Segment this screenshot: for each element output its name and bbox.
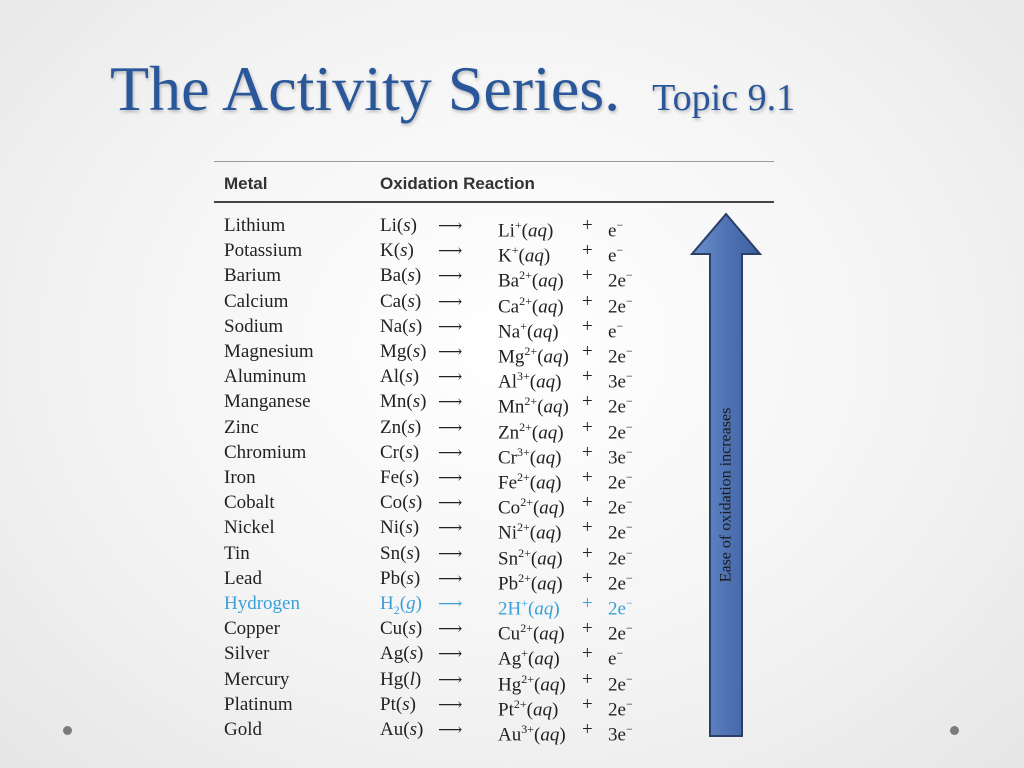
metal-name: Manganese bbox=[224, 391, 311, 413]
reactant: Ni(s) bbox=[380, 517, 420, 539]
plus-sign: + bbox=[582, 290, 593, 312]
electrons: 2e− bbox=[608, 293, 633, 317]
table-row bbox=[214, 339, 694, 368]
electrons: e− bbox=[608, 318, 624, 343]
reactant: Fe(s) bbox=[380, 467, 420, 488]
reaction-arrow-icon: ⟶ bbox=[438, 291, 463, 311]
reaction-arrow-icon: ⟶ bbox=[438, 594, 463, 613]
reactant: Mg(s) bbox=[380, 341, 427, 362]
metal-name: Sodium bbox=[224, 315, 284, 337]
metal-name: Potassium bbox=[224, 240, 303, 262]
reactant: Au(s) bbox=[380, 719, 424, 740]
reaction-arrow-icon: ⟶ bbox=[438, 669, 463, 689]
reactant: Li(s) bbox=[380, 215, 417, 236]
electrons: 2e− bbox=[608, 520, 633, 544]
metal-name: Iron bbox=[224, 467, 256, 488]
reaction-arrow-icon: ⟶ bbox=[438, 644, 463, 664]
table-row bbox=[214, 440, 694, 469]
reactant: Cr(s) bbox=[380, 441, 420, 463]
metal-name: Aluminum bbox=[224, 366, 307, 388]
nav-dot-left bbox=[63, 726, 72, 735]
plus-sign: + bbox=[582, 467, 593, 488]
electrons: 2e− bbox=[608, 470, 633, 494]
product-ion: $Ba^{2+}(aq)$ bbox=[498, 268, 564, 292]
product-ion: 2H+(aq) bbox=[498, 596, 560, 620]
product-ion: $Co^{2+}(aq)$ bbox=[498, 495, 565, 519]
reaction-arrow-icon: ⟶ bbox=[438, 417, 463, 437]
reactant: Zn(s) bbox=[380, 416, 422, 438]
header-oxidation-reaction: Oxidation Reaction bbox=[380, 174, 535, 193]
reaction-arrow-icon: ⟶ bbox=[438, 216, 463, 235]
product-ion: $Al^{3+}(aq)$ bbox=[498, 369, 562, 393]
plus-sign: + bbox=[582, 441, 593, 463]
plus-sign: + bbox=[582, 391, 593, 413]
table-row bbox=[214, 641, 694, 670]
product-ion: Na+(aq) bbox=[498, 318, 559, 343]
metal-name: Cobalt bbox=[224, 492, 275, 514]
metal-name: Nickel bbox=[224, 517, 275, 539]
header-metal: Metal bbox=[224, 174, 268, 193]
product-ion: $Ca^{2+}(aq)$ bbox=[498, 293, 564, 317]
plus-sign: + bbox=[582, 643, 593, 665]
plus-sign: + bbox=[582, 542, 593, 564]
product-ion: $Pb^{2+}(aq)$ bbox=[498, 570, 563, 595]
nav-dot-right bbox=[950, 726, 959, 735]
reaction-arrow-icon: ⟶ bbox=[438, 720, 463, 739]
oxidation-label-text: Ease of oxidation increases bbox=[717, 407, 735, 582]
product-ion: $Pt^{2+}(aq)$ bbox=[498, 696, 559, 721]
electrons: 3e− bbox=[608, 369, 633, 393]
reactant: Hg(l) bbox=[380, 668, 422, 690]
product-ion: $Ni^{2+}(aq)$ bbox=[498, 520, 562, 544]
reaction-arrow-icon: ⟶ bbox=[438, 568, 463, 588]
reaction-arrow-icon: ⟶ bbox=[438, 619, 463, 639]
electrons: 2e− bbox=[608, 671, 633, 695]
table-row bbox=[214, 591, 694, 620]
product-ion: $Mg^{2+}(aq)$ bbox=[498, 344, 569, 368]
product-ion: K+(aq) bbox=[498, 243, 551, 267]
reaction-arrow-icon: ⟶ bbox=[438, 392, 463, 412]
metal-name: Platinum bbox=[224, 693, 293, 715]
metal-name: Calcium bbox=[224, 290, 289, 312]
table-row bbox=[214, 566, 694, 595]
electrons: 3e− bbox=[608, 722, 633, 746]
table-row bbox=[214, 692, 694, 721]
metal-name: Lithium bbox=[224, 215, 286, 236]
table-header-rule bbox=[214, 201, 774, 203]
electrons: 2e− bbox=[608, 621, 633, 645]
metal-name: Zinc bbox=[224, 416, 259, 438]
table-row bbox=[214, 415, 694, 443]
product-ion: $Fe^{2+}(aq)$ bbox=[498, 470, 562, 494]
table-row bbox=[214, 541, 694, 569]
plus-sign: + bbox=[582, 265, 593, 287]
reactant: Sn(s) bbox=[380, 542, 421, 564]
plus-sign: + bbox=[582, 567, 593, 589]
table-row bbox=[214, 364, 694, 393]
metal-name: Tin bbox=[224, 542, 250, 564]
plus-sign: + bbox=[582, 366, 593, 388]
product-ion: $Mn^{2+}(aq)$ bbox=[498, 394, 569, 418]
reactant: K(s) bbox=[380, 240, 414, 262]
metal-name: Hydrogen bbox=[224, 593, 300, 614]
metal-name: Barium bbox=[224, 265, 281, 287]
metal-name: Mercury bbox=[224, 668, 290, 690]
product-ion: $Hg^{2+}(aq)$ bbox=[498, 671, 566, 695]
electrons: 2e− bbox=[608, 596, 633, 620]
plus-sign: + bbox=[582, 693, 593, 715]
electrons: e− bbox=[608, 646, 624, 670]
table-row bbox=[214, 667, 694, 695]
plus-sign: + bbox=[582, 719, 593, 740]
electrons: 2e− bbox=[608, 545, 633, 569]
electrons: 2e− bbox=[608, 268, 633, 292]
reaction-arrow-icon: ⟶ bbox=[438, 543, 463, 563]
plus-sign: + bbox=[582, 240, 593, 262]
electrons: 2e− bbox=[608, 394, 633, 418]
plus-sign: + bbox=[582, 593, 593, 614]
metal-name: Lead bbox=[224, 567, 262, 589]
product-ion: $Sn^{2+}(aq)$ bbox=[498, 545, 563, 569]
product-ion: $Au^{3+}(aq)$ bbox=[498, 722, 566, 746]
reaction-arrow-icon: ⟶ bbox=[438, 266, 463, 286]
reaction-arrow-icon: ⟶ bbox=[438, 442, 463, 462]
reaction-arrow-icon: ⟶ bbox=[438, 493, 463, 513]
plus-sign: + bbox=[582, 341, 593, 362]
product-ion: Ag+(aq) bbox=[498, 646, 560, 670]
title-topic: Topic 9.1 bbox=[652, 77, 796, 119]
plus-sign: + bbox=[582, 618, 593, 640]
reactant: Ag(s) bbox=[380, 643, 424, 665]
reactant: Cu(s) bbox=[380, 618, 423, 640]
table-row bbox=[214, 213, 694, 242]
reactant: Na(s) bbox=[380, 315, 423, 337]
reaction-arrow-icon: ⟶ bbox=[438, 367, 463, 387]
reactant: Pb(s) bbox=[380, 567, 421, 589]
table-row bbox=[214, 616, 694, 645]
reaction-arrow-icon: ⟶ bbox=[438, 241, 463, 261]
table-row bbox=[214, 289, 694, 317]
reactant: Co(s) bbox=[380, 492, 423, 514]
reaction-arrow-icon: ⟶ bbox=[438, 342, 463, 361]
title-main: The Activity Series. bbox=[110, 53, 621, 124]
reactant: Pt(s) bbox=[380, 693, 416, 715]
product-ion: Li+(aq) bbox=[498, 218, 554, 242]
reactant: Al(s) bbox=[380, 366, 420, 388]
slide-title bbox=[110, 52, 795, 126]
table-row bbox=[214, 389, 694, 418]
electrons: 2e− bbox=[608, 419, 633, 443]
reaction-arrow-icon: ⟶ bbox=[438, 316, 463, 336]
oxidation-label bbox=[706, 372, 746, 617]
table-row bbox=[214, 515, 694, 544]
table-row bbox=[214, 465, 694, 494]
product-ion: $Cr^{3+}(aq)$ bbox=[498, 444, 562, 469]
table-row bbox=[214, 238, 694, 267]
reaction-arrow-icon: ⟶ bbox=[438, 694, 463, 714]
electrons: e− bbox=[608, 218, 624, 242]
metal-name: Gold bbox=[224, 719, 262, 740]
reactant: Ca(s) bbox=[380, 290, 422, 312]
electrons: 2e− bbox=[608, 495, 633, 519]
plus-sign: + bbox=[582, 416, 593, 438]
product-ion: $Cu^{2+}(aq)$ bbox=[498, 621, 565, 645]
table-top-rule bbox=[214, 161, 774, 162]
table-row bbox=[214, 717, 694, 746]
plus-sign: + bbox=[582, 517, 593, 539]
table-row bbox=[214, 314, 694, 343]
metal-name: Magnesium bbox=[224, 341, 314, 362]
plus-sign: + bbox=[582, 668, 593, 690]
metal-name: Silver bbox=[224, 643, 270, 665]
metal-name: Copper bbox=[224, 618, 280, 640]
electrons: 2e− bbox=[608, 696, 633, 721]
plus-sign: + bbox=[582, 315, 593, 337]
plus-sign: + bbox=[582, 215, 593, 236]
reaction-arrow-icon: ⟶ bbox=[438, 518, 463, 538]
metal-name: Chromium bbox=[224, 441, 307, 463]
electrons: e− bbox=[608, 243, 624, 267]
table-row bbox=[214, 490, 694, 519]
electrons: 2e− bbox=[608, 344, 633, 368]
reactant: Mn(s) bbox=[380, 391, 427, 413]
product-ion: $Zn^{2+}(aq)$ bbox=[498, 419, 564, 443]
reactant: $H_2(g)$ bbox=[380, 593, 422, 617]
reaction-arrow-icon: ⟶ bbox=[438, 468, 463, 487]
reactant: Ba(s) bbox=[380, 265, 422, 287]
table-row bbox=[214, 263, 694, 292]
electrons: 2e− bbox=[608, 570, 633, 595]
plus-sign: + bbox=[582, 492, 593, 514]
electrons: 3e− bbox=[608, 444, 633, 469]
